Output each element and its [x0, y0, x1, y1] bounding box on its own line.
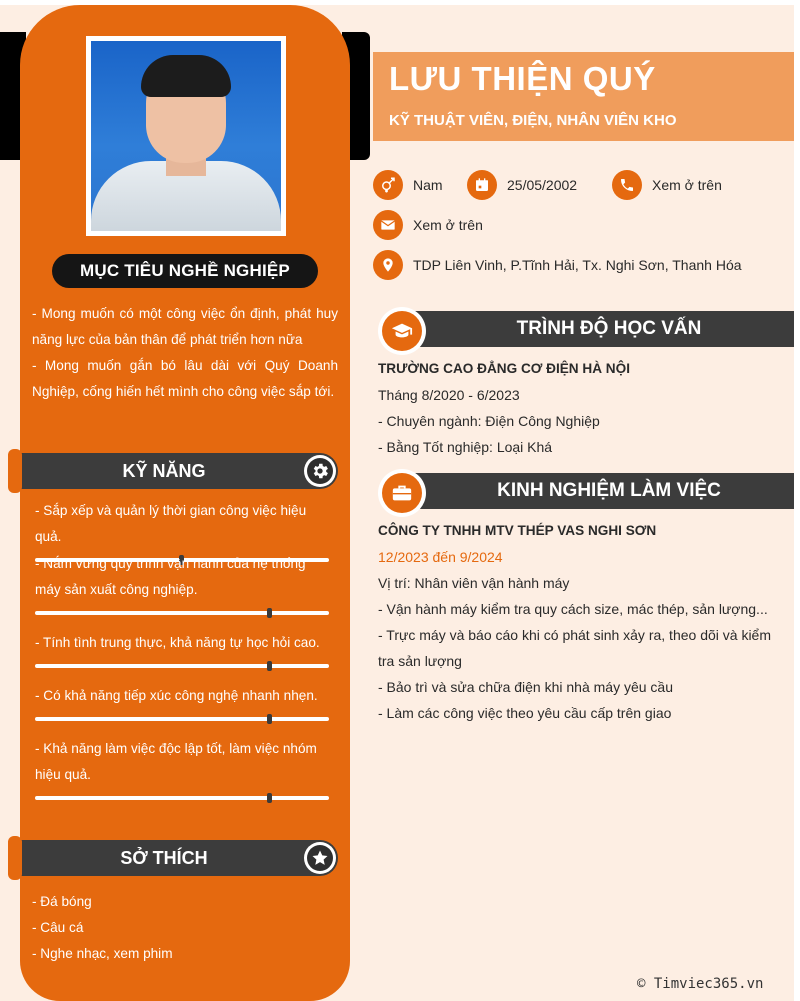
gender-icon	[373, 170, 403, 200]
watermark: © Timviec365.vn	[637, 976, 764, 992]
hobby-item: - Nghe nhạc, xem phim	[32, 946, 173, 961]
candidate-job-title: KỸ THUẬT VIÊN, ĐIỆN, NHÂN VIÊN KHO	[389, 112, 677, 129]
mail-icon	[373, 210, 403, 240]
education-heading: TRÌNH ĐỘ HỌC VẤN	[516, 318, 702, 339]
education-period: Tháng 8/2020 - 6/2023	[378, 387, 520, 403]
skill-item: - Nắm vững quy trình vận hành của hệ thống máy sản xuất công nghiệp.	[35, 551, 333, 615]
name-header	[373, 52, 794, 141]
objective-text	[32, 301, 338, 405]
education-line: - Bằng Tốt nghiệp: Loại Khá	[378, 439, 553, 455]
info-email: Xem ở trên	[373, 210, 483, 240]
info-address: TDP Liên Vinh, P.Tĩnh Hải, Tx. Nghi Sơn, Thanh Hóa	[373, 250, 742, 280]
candidate-name: LƯU THIỆN QUÝ	[389, 60, 656, 97]
info-phone: Xem ở trên	[612, 170, 722, 200]
skill-item: - Có khả năng tiếp xúc công nghệ nhanh nhẹn.	[35, 683, 333, 721]
info-birthday: 25/05/2002	[467, 170, 577, 200]
skill-level-knob	[267, 661, 272, 671]
experience-position: Vị trí: Nhân viên vận hành máy	[378, 575, 570, 591]
objective-line: - Mong muốn có một công việc ổn định, phát huy năng lực của bản thân để phát triển hơn nữa	[32, 306, 338, 347]
company-name: CÔNG TY TNHH MTV THÉP VAS NGHI SƠN	[378, 523, 657, 538]
skills-heading-bar	[12, 453, 338, 489]
skills-heading: KỸ NĂNG	[122, 460, 206, 481]
location-pin-icon	[373, 250, 403, 280]
star-icon	[304, 842, 336, 874]
info-gender: Nam	[373, 170, 443, 200]
skill-item: - Khả năng làm việc độc lập tốt, làm việc nhóm hiệu quả.	[35, 736, 333, 800]
education-line: - Chuyên ngành: Điện Công Nghiệp	[378, 413, 600, 429]
profile-photo-frame	[86, 36, 286, 236]
skill-level-knob	[267, 714, 272, 724]
objective-line: - Mong muốn gắn bó lâu dài với Quý Doanh Nghiệp, cống hiến hết mình cho công việc sắp tới.	[32, 358, 338, 399]
school-name: TRƯỜNG CAO ĐẲNG CƠ ĐIỆN HÀ NỘI	[378, 361, 630, 376]
experience-line: - Trực máy và báo cáo khi có phát sinh xảy ra, theo dõi và kiểm tra sản lượng	[378, 627, 771, 669]
skill-level-bar	[35, 664, 329, 668]
hobbies-heading: SỞ THÍCH	[120, 847, 208, 868]
skill-level-knob	[267, 608, 272, 618]
education-entry	[378, 356, 778, 460]
phone-icon	[612, 170, 642, 200]
experience-entry	[378, 518, 778, 726]
experience-line: - Bảo trì và sửa chữa điện khi nhà máy yêu cầu	[378, 679, 674, 695]
experience-line: - Làm các công việc theo yêu cầu cấp trên giao	[378, 705, 672, 721]
calendar-icon	[467, 170, 497, 200]
skill-level-bar	[35, 717, 329, 721]
skill-item: - Sắp xếp và quản lý thời gian công việc hiệu quả.	[35, 498, 333, 562]
hobbies-list	[32, 889, 173, 967]
hobbies-heading-bar	[12, 840, 338, 876]
skill-level-bar	[35, 611, 329, 615]
graduation-cap-icon	[378, 307, 426, 355]
skill-level-bar	[35, 796, 329, 800]
education-heading-bar	[400, 311, 794, 347]
gear-icon	[304, 455, 336, 487]
experience-heading: KINH NGHIỆM LÀM VIỆC	[497, 480, 721, 501]
skill-level-knob	[267, 793, 272, 803]
hobby-item: - Câu cá	[32, 920, 84, 935]
experience-heading-bar	[400, 473, 794, 509]
sidebar	[20, 5, 350, 1001]
skill-item: - Tính tình trung thực, khả năng tự học hỏi cao.	[35, 630, 333, 668]
briefcase-icon	[378, 469, 426, 517]
profile-photo	[91, 41, 281, 231]
objective-heading: MỤC TIÊU NGHỀ NGHIỆP	[52, 254, 318, 288]
hobby-item: - Đá bóng	[32, 894, 92, 909]
experience-period: 12/2023 đến 9/2024	[378, 549, 503, 565]
experience-line: - Vận hành máy kiểm tra quy cách size, mác thép, sản lượng...	[378, 601, 768, 617]
